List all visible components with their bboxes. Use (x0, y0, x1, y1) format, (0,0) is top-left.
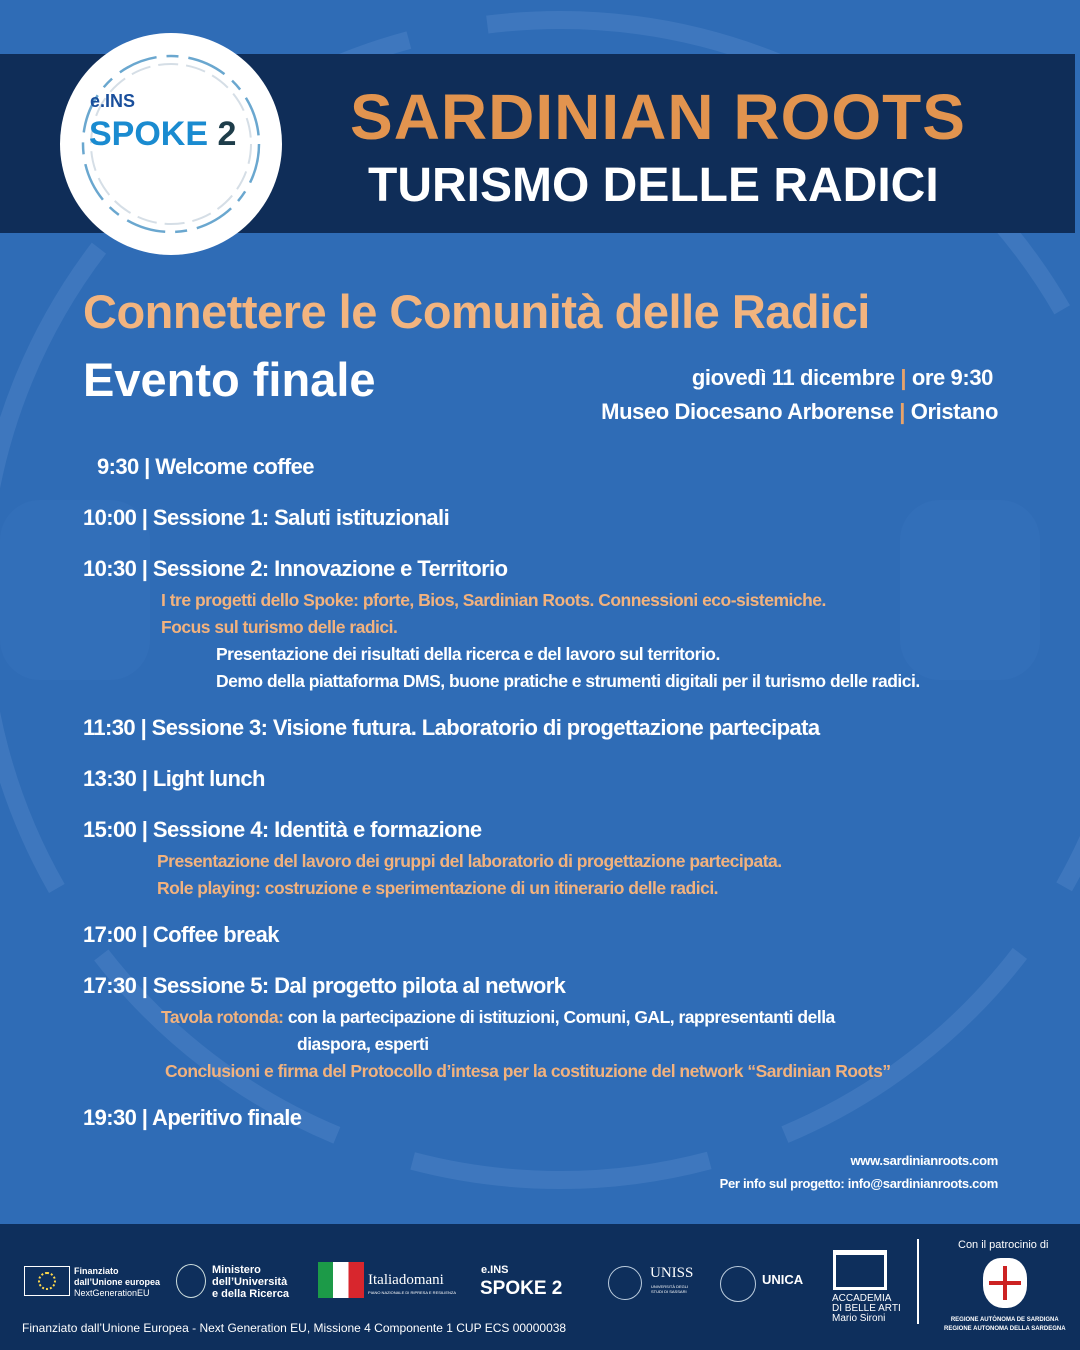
agenda-detail: diaspora, esperti (297, 1034, 429, 1054)
accademia-logo-icon (833, 1250, 887, 1290)
agenda-item: 17:30 | Sessione 5: Dal progetto pilota al network (83, 973, 566, 998)
uniss-sub: UNIVERSITÀ DEGLI STUDI DI SASSARI (651, 1284, 689, 1294)
agenda-item: 17:00 | Coffee break (83, 922, 279, 947)
agenda-item: 10:30 | Sessione 2: Innovazione e Territorio (83, 556, 508, 581)
mur-label: Ministero dell’Università e della Ricerca (212, 1264, 290, 1300)
contact-email[interactable]: Per info sul progetto: info@sardinianroots.com (719, 1176, 998, 1191)
footer (0, 1224, 1080, 1350)
italy-emblem-icon (176, 1264, 206, 1298)
event-location (601, 399, 998, 425)
spoke-footer-logo: SPOKE 2 (480, 1278, 563, 1299)
eu-flag-icon (24, 1266, 70, 1296)
separator: | (899, 399, 906, 424)
divider (917, 1239, 919, 1324)
agenda-detail: Tavola rotonda: con la partecipazione di istituzioni, Comuni, GAL, rappresentanti della (161, 1007, 835, 1027)
agenda-item: 11:30 | Sessione 3: Visione futura. Laboratorio di progettazione partecipata (83, 715, 820, 740)
event-time: ore 9:30 (911, 365, 993, 390)
accademia-label: ACCADEMIA DI BELLE ARTI Mario Sironi (832, 1293, 901, 1324)
region-label: REGIONE AUTÒNOMA DE SARDIGNA REGIONE AUTONOMA DELLA SARDEGNA (944, 1317, 1066, 1332)
patronage-label: Con il patrocinio di (958, 1239, 1049, 1251)
separator: | (900, 365, 907, 390)
agenda-item: 19:30 | Aperitivo finale (83, 1105, 302, 1130)
uniss-seal-icon (608, 1266, 642, 1300)
agenda-detail: Presentazione dei risultati della ricerca e del lavoro sul territorio. (216, 644, 720, 664)
event-subtitle: Evento finale (83, 353, 376, 406)
agenda-detail: I tre progetti dello Spoke: pforte, Bios, Sardinian Roots. Connessioni eco-sistemiche. (161, 590, 826, 610)
event-date: giovedì 11 dicembre (691, 365, 895, 390)
unica-label: UNICA (762, 1272, 804, 1287)
italiadomani-sub: PIANO NAZIONALE DI RIPRESA E RESILIENZA (368, 1290, 457, 1295)
event-datetime (692, 365, 993, 391)
agenda-detail: Conclusioni e firma del Protocollo d’intesa per la costituzione del network “Sardinian Roots” (165, 1061, 891, 1081)
italiadomani-label: Italiadomani (368, 1272, 444, 1288)
agenda-item: 10:00 | Sessione 1: Saluti istituzionali (83, 505, 450, 530)
logo-eins: e.INS (90, 91, 136, 111)
logo-number: 2 (217, 115, 237, 153)
main-subtitle: TURISMO DELLE RADICI (368, 159, 939, 212)
main-title: SARDINIAN ROOTS (350, 81, 966, 153)
italiadomani-flag-icon (318, 1262, 364, 1298)
event-venue: Museo Diocesano Arborense (601, 399, 894, 424)
uniss-label: UNISS (650, 1265, 694, 1281)
spoke-footer-top: e.INS (481, 1264, 509, 1276)
event-city: Oristano (910, 399, 998, 424)
agenda-item: 13:30 | Light lunch (83, 766, 265, 791)
agenda-detail: Presentazione del lavoro dei gruppi del laboratorio di progettazione partecipata. (157, 851, 782, 871)
agenda-item: 15:00 | Sessione 4: Identità e formazione (83, 817, 482, 842)
agenda-detail: Focus sul turismo delle radici. (161, 617, 398, 637)
agenda-detail: Demo della piattaforma DMS, buone pratiche e strumenti digitali per il turismo delle radici. (216, 671, 920, 691)
unica-seal-icon (720, 1266, 756, 1302)
eu-label: Finanziato dall’Unione europea NextGenerationEU (74, 1266, 161, 1298)
website-link[interactable]: www.sardinianroots.com (850, 1153, 998, 1168)
funding-note: Finanziato dall’Unione Europea - Next Generation EU, Missione 4 Componente 1 CUP ECS 00000038 (22, 1321, 567, 1335)
logo-spoke: SPOKE (89, 115, 209, 153)
event-title: Connettere le Comunità delle Radici (83, 285, 870, 338)
agenda-item: 9:30 | Welcome coffee (97, 454, 314, 479)
spoke2-logo (60, 33, 282, 255)
agenda-detail: Role playing: costruzione e sperimentazione di un itinerario delle radici. (157, 878, 719, 898)
sardinia-crest-icon (983, 1258, 1027, 1308)
